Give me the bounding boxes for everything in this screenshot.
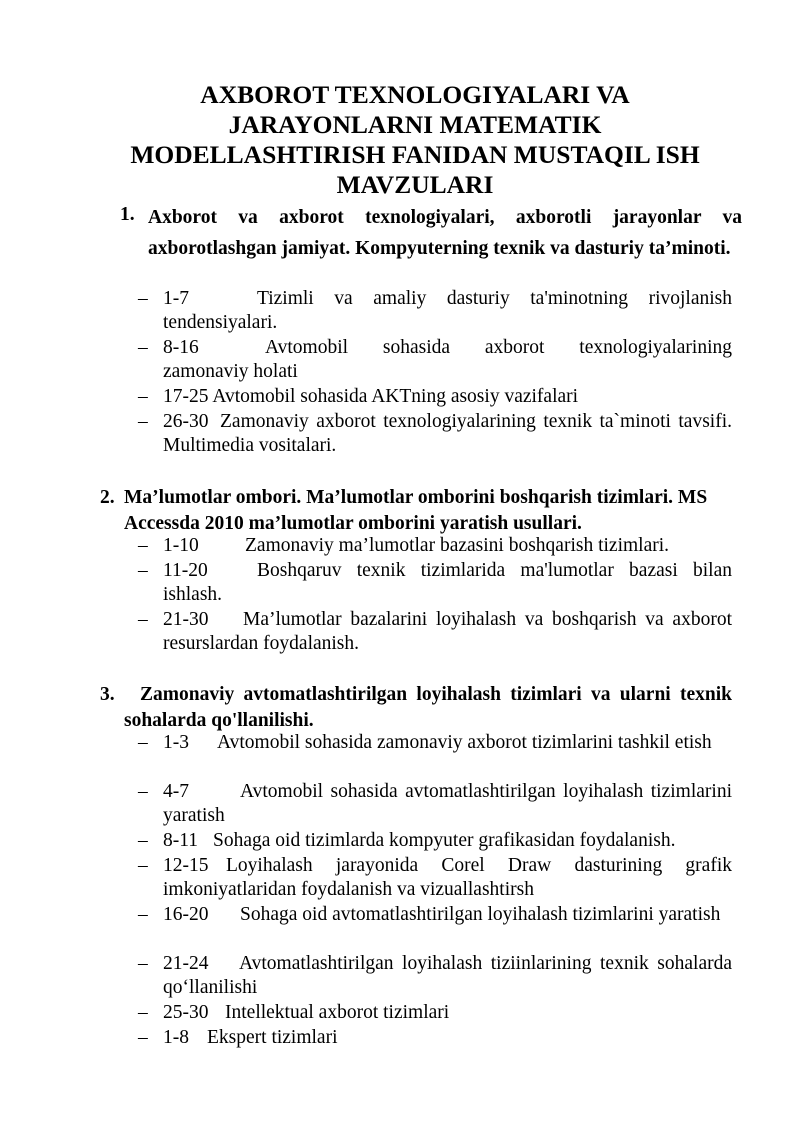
dash-bullet: – — [138, 830, 148, 851]
dash-bullet: – — [138, 411, 148, 432]
list-item — [138, 287, 732, 335]
dash-bullet: – — [138, 535, 148, 556]
item-range: 17-25 — [163, 386, 209, 407]
item-range: 8-16 — [163, 337, 199, 358]
item-text: Zamonaviy axborot texnologiyalarining texnik ta`minoti tavsifi. Multimedia vositalari. — [163, 411, 732, 456]
dash-bullet: – — [138, 904, 148, 925]
section-number: 3. — [100, 684, 115, 705]
item-range: 26-30 — [163, 411, 209, 432]
dash-bullet: – — [138, 953, 148, 974]
dash-bullet: – — [138, 1002, 148, 1023]
list-item — [138, 608, 732, 656]
item-range: 8-11 — [163, 830, 199, 851]
item-range: 1-3 — [163, 732, 189, 753]
dash-bullet: – — [138, 560, 148, 581]
list-item — [138, 1001, 732, 1025]
item-text: Avtomobil sohasida axborot texnologiyalarining zamonaviy holati — [163, 337, 732, 382]
list-item — [138, 731, 732, 755]
list-item — [138, 410, 732, 458]
item-text: Boshqaruv texnik tizimlarida ma'lumotlar bazasi bilan ishlash. — [163, 560, 732, 605]
list-item — [138, 336, 732, 384]
item-range: 25-30 — [163, 1002, 209, 1023]
item-range: 21-30 — [163, 609, 209, 630]
item-text: Avtomobil sohasida avtomatlashtirilgan loyihalash tizimlarini yaratish — [163, 781, 732, 826]
list-item — [138, 385, 732, 409]
item-range: 11-20 — [163, 560, 208, 581]
dash-bullet: – — [138, 855, 148, 876]
dash-bullet: – — [138, 609, 148, 630]
section-number: 1. — [120, 204, 135, 225]
section-heading-text: Zamonaviy avtomatlashtirilgan loyihalash tizimlari va ularni texnik sohalarda qo'llanilishi. — [124, 684, 732, 731]
item-text: Ekspert tizimlari — [207, 1027, 338, 1048]
dash-bullet: – — [138, 288, 148, 309]
list-item — [138, 829, 732, 853]
item-range: 1-7 — [163, 288, 189, 309]
dash-bullet: – — [138, 781, 148, 802]
section-number: 2. — [100, 487, 115, 508]
item-range: 1-8 — [163, 1027, 189, 1048]
section-1-heading — [120, 202, 742, 264]
document-title: AXBOROT TEXNOLOGIYALARI VA JARAYONLARNI MATEMATIK MODELLASHTIRISH FANIDAN MUSTAQIL ISH MAVZULARI — [130, 80, 700, 199]
item-text: Intellektual axborot tizimlari — [225, 1002, 450, 1023]
item-text: Avtomatlashtirilgan loyihalash tiziinlarining texnik sohalarda qo‘llanilishi — [163, 953, 732, 998]
list-item — [138, 559, 732, 607]
item-range: 1-10 — [163, 535, 199, 556]
item-text: Sohaga oid tizimlarda kompyuter grafikasidan foydalanish. — [213, 830, 676, 851]
section-2-heading — [100, 485, 732, 537]
item-range: 21-24 — [163, 953, 209, 974]
section-3-heading — [100, 682, 732, 734]
item-text: Avtomobil sohasida zamonaviy axborot tizimlarini tashkil etish — [217, 732, 712, 753]
dash-bullet: – — [138, 1027, 148, 1048]
item-text: Zamonaviy ma’lumotlar bazasini boshqarish tizimlari. — [245, 535, 670, 556]
dash-bullet: – — [138, 732, 148, 753]
list-item — [138, 1026, 732, 1050]
list-item — [138, 903, 732, 927]
item-range: 12-15 — [163, 855, 209, 876]
section-heading-text: Ma’lumotlar ombori. Ma’lumotlar omborini boshqarish tizimlari. MS Accessda 2010 ma’lumotlar omborini yaratish usullari. — [124, 487, 708, 534]
item-text: Sohaga oid avtomatlashtirilgan loyihalash tizimlarini yaratish — [240, 904, 721, 925]
list-item — [138, 854, 732, 902]
item-text: Loyihalash jarayonida Corel Draw dasturining grafik imkoniyatlaridan foydalanish va vizuallashtirsh — [163, 855, 732, 900]
item-range: 4-7 — [163, 781, 189, 802]
list-item — [138, 952, 732, 1000]
list-item — [138, 780, 732, 828]
item-text: Ma’lumotlar bazalarini loyihalash va boshqarish va axborot resurslardan foydalanish. — [163, 609, 732, 654]
dash-bullet: – — [138, 386, 148, 407]
list-item — [138, 534, 732, 558]
item-text: Tizimli va amaliy dasturiy ta'minotning rivojlanish tendensiyalari. — [163, 288, 732, 333]
item-range: 16-20 — [163, 904, 209, 925]
section-heading-text: Axborot va axborot texnologiyalari, axborotli jarayonlar va axborotlashgan jamiyat. Kompyuterning texnik va dasturiy ta’minoti. — [148, 207, 742, 259]
dash-bullet: – — [138, 337, 148, 358]
item-text: Avtomobil sohasida AKTning asosiy vazifalari — [212, 386, 579, 407]
